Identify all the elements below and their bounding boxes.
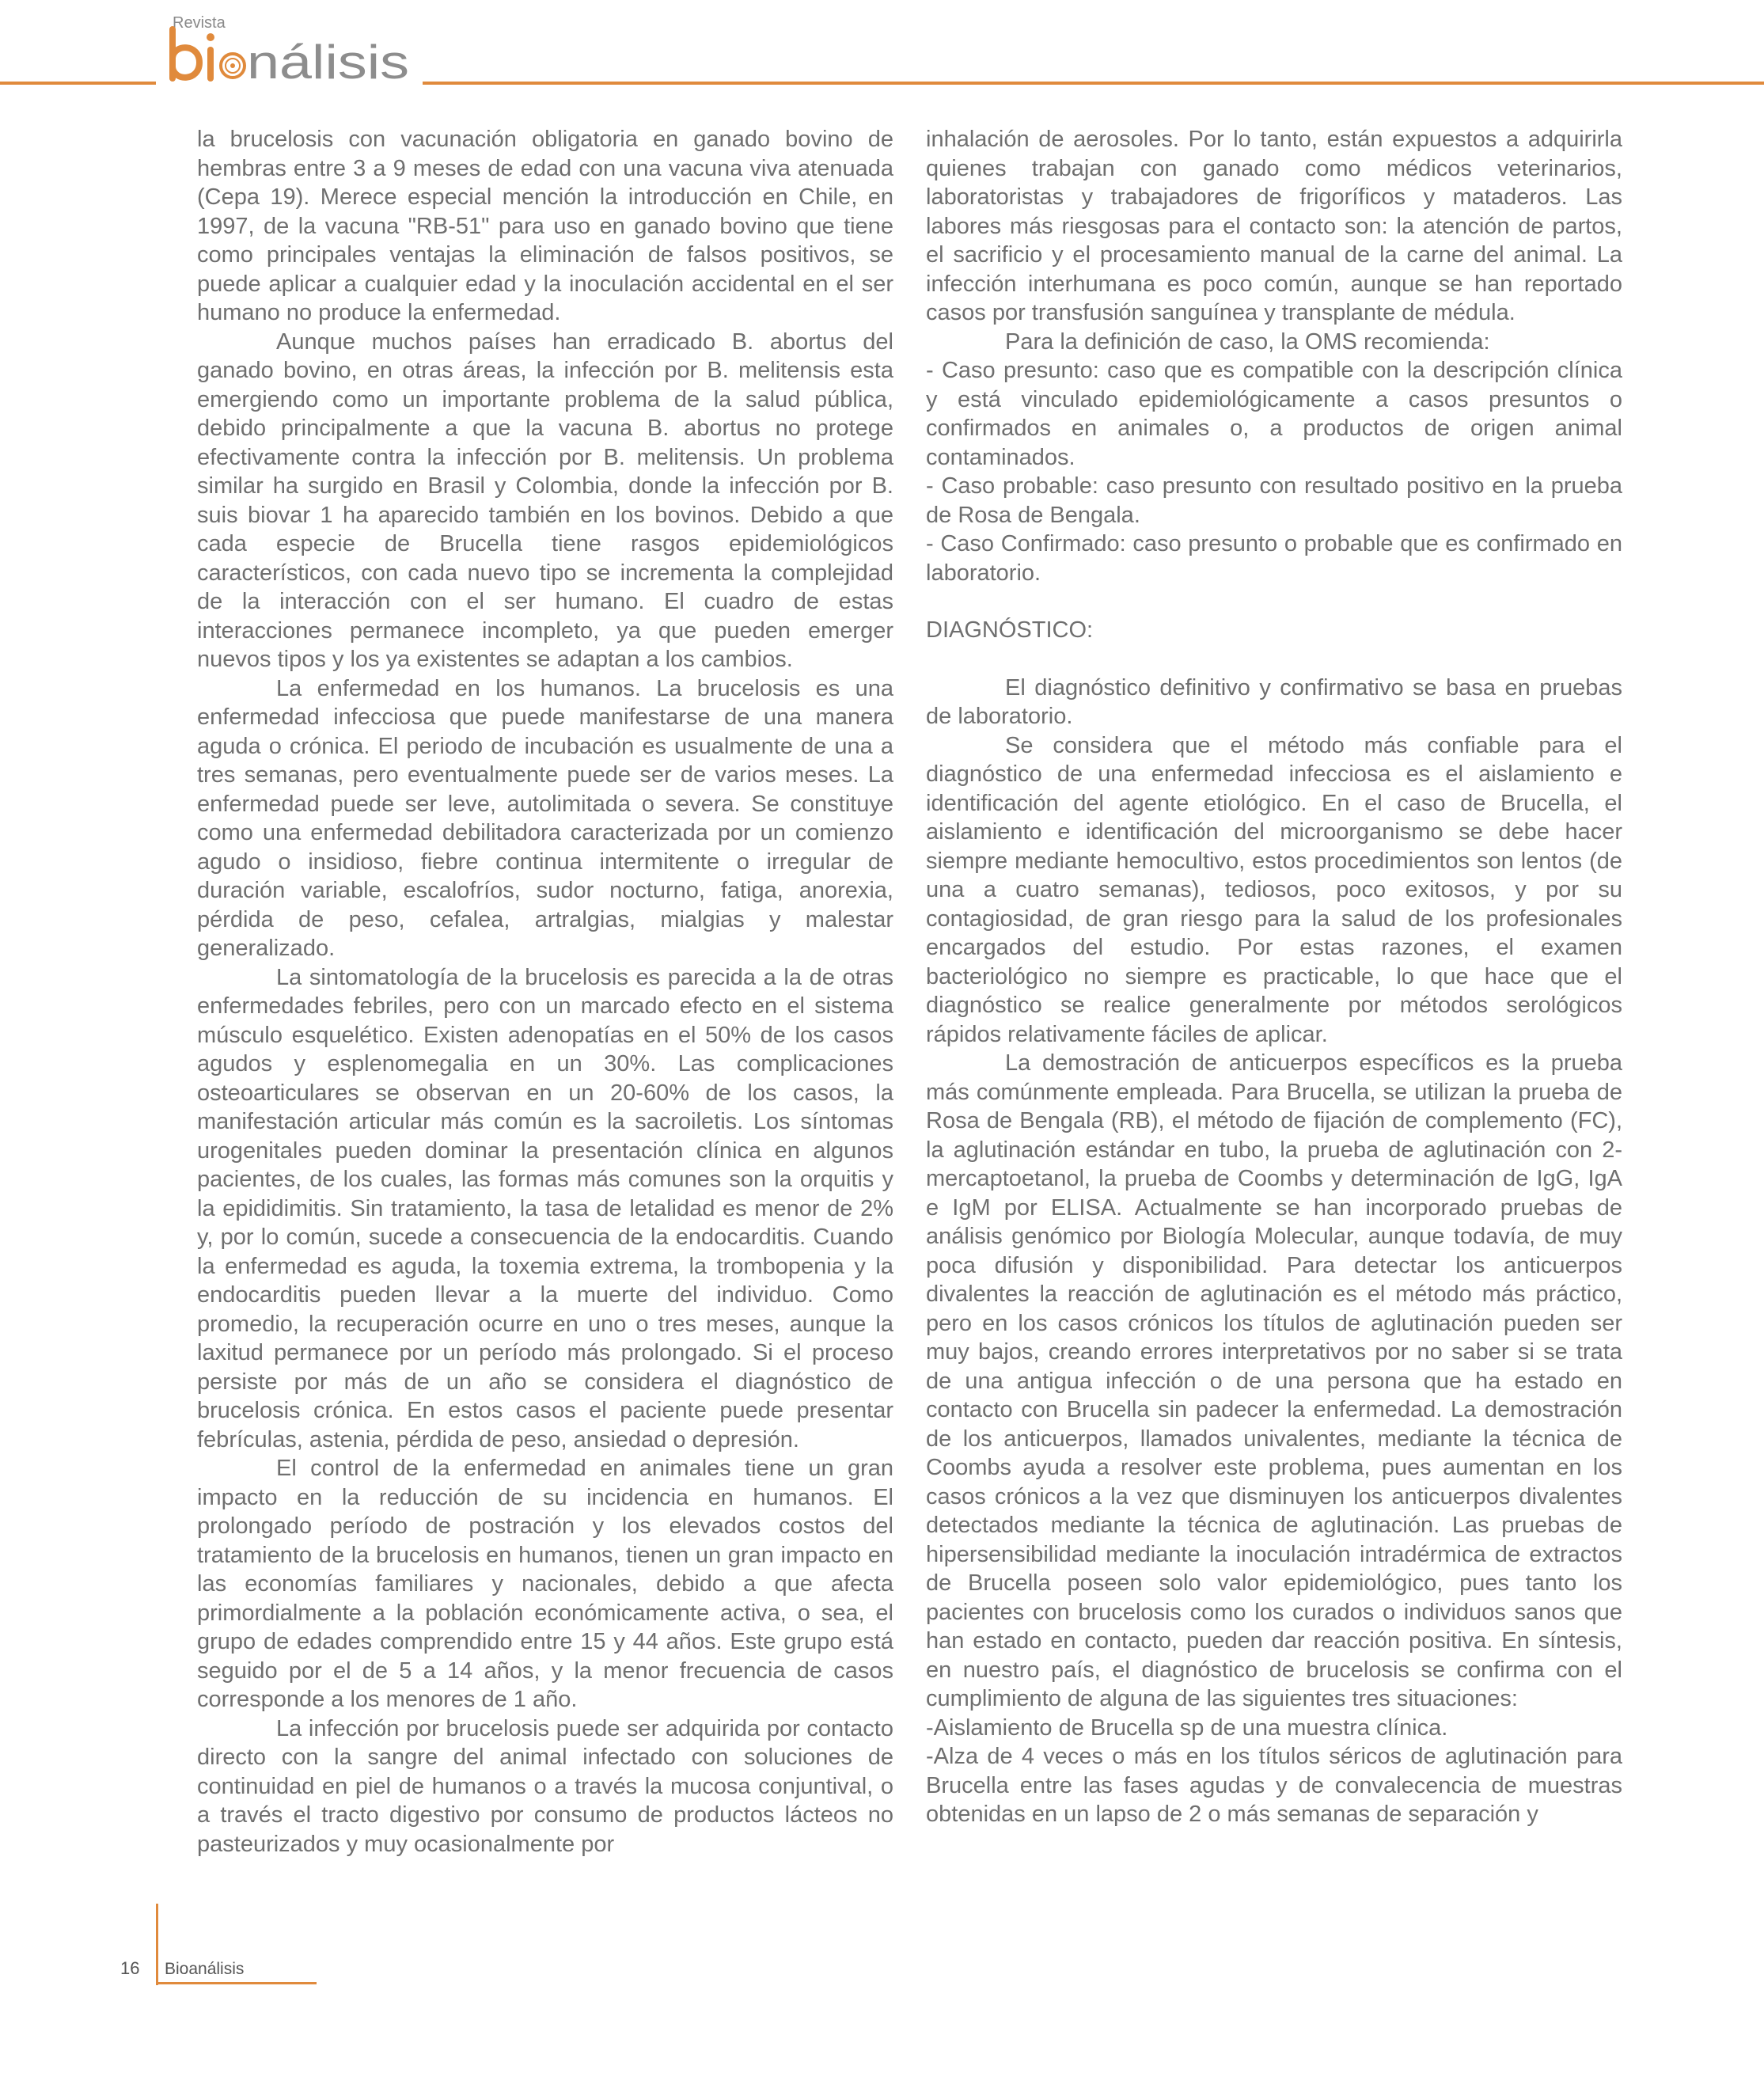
page-number: 16 bbox=[120, 1958, 140, 1978]
section-heading: DIAGNÓSTICO: bbox=[926, 617, 1094, 643]
paragraph: El diagnóstico definitivo y confirmativo se basa en pruebas de laboratorio. bbox=[926, 674, 1622, 729]
list-item: -Aislamiento de Brucella sp de una muestra clínica. bbox=[926, 1714, 1448, 1741]
list-item: - Caso probable: caso presunto con resultado positivo en la prueba de Rosa de Bengala. bbox=[926, 473, 1622, 528]
paragraph: la brucelosis con vacunación obligatoria en ganado bovino de hembras entre 3 a 9 meses de edad con una vacuna viva atenuada (Cepa 19). Merece especial mención la introducción en Chile, en 1997, de la vacuna "RB-51" para uso en ganado bovino que tiene como principales ventajas la eliminación de falsos positivos, se puede aplicar a cualquier edad y la inoculación accidental en el ser humano no produce la enfermedad. bbox=[197, 127, 893, 325]
article-column-left bbox=[197, 125, 893, 1859]
globe-icon bbox=[221, 54, 245, 78]
paragraph: La demostración de anticuerpos específicos es la prueba más comúnmente empleada. Para Brucella, se utilizan la prueba de Rosa de Bengala (RB), el método de fijación de complemento (FC), la aglutinación estándar en tubo, la prueba de aglutinación con 2-mercaptoetanol, la prueba de Coombs y determinación de IgG, IgA e IgM por ELISA. Actualmente se han incorporado pruebas de análisis genómico por Biología Molecular, aunque todavía, de muy poca difusión y disponibilidad. Para detectar los anticuerpos divalentes la reacción de aglutinación es el método más práctico, pero en los casos crónicos los títulos de aglutinación pueden ser muy bajos, creando errores interpretativos por no saber si se trata de una antigua infección o de una persona que ha estado en contacto con Brucella sin padecer la enfermedad. La demostración de los anticuerpos, llamados univalentes, mediante la técnica de Coombs ayuda a resolver este problema, pues aumentan en los casos crónicos a la vez que disminuyen los anticuerpos divalentes detectados mediante la técnica de aglutinación. Las pruebas de hipersensibilidad mediante la inoculación intradérmica de extractos de Brucella poseen solo valor epidemiológico, pues tanto los pacientes con brucelosis como los curados o individuos sanos que han estado en contacto, pueden dar reacción positiva. En síntesis, en nuestro país, el diagnóstico de brucelosis se confirma con el cumplimiento de alguna de las siguientes tres situaciones: bbox=[926, 1050, 1622, 1711]
list-item: - Caso Confirmado: caso presunto o probable que es confirmado en laboratorio. bbox=[926, 531, 1622, 586]
paragraph: La enfermedad en los humanos. La brucelosis es una enfermedad infecciosa que puede manifestarse de una manera aguda o crónica. El periodo de incubación es usualmente de una a tres semanas, pero eventualmente puede ser de varios meses. La enfermedad puede ser leve, autolimitada o severa. Se constituye como una enfermedad debilitadora caracterizada por un comienzo agudo o insidioso, fiebre continua intermitente o irregular de duración variable, escalofríos, sudor nocturno, fatiga, anorexia, pérdida de peso, cefalea, artralgias, mialgias y malestar generalizado. bbox=[197, 675, 893, 961]
footer-rule-vertical bbox=[156, 1904, 158, 1985]
header-rule-right bbox=[423, 82, 1764, 85]
paragraph: Se considera que el método más confiable para el diagnóstico de una enfermedad infecciosa es el aislamiento e identificación del agente etiológico. En el caso de Brucella, el aislamiento e identificación del microorganismo se debe hacer siempre mediante hemocultivo, estos procedimientos son lentos (de una a cuatro semanas), tediosos, poco exitosos, y por su contagiosidad, de gran riesgo para la salud de los profesionales encargados del estudio. Por estas razones, el examen bacteriológico no siempre es practicable, lo que hace que el diagnóstico se realice generalmente por métodos serológicos rápidos relativamente fáciles de aplicar. bbox=[926, 732, 1622, 1047]
svg-text:nálisis: nálisis bbox=[247, 36, 409, 89]
list-item: - Caso presunto: caso que es compatible con la descripción clínica y está vinculado epidemiológicamente a casos presuntos o confirmados en animales o, a productos de origen animal contaminados. bbox=[926, 358, 1622, 470]
paragraph: Para la definición de caso, la OMS recomienda: bbox=[1005, 328, 1490, 355]
header-rule-left bbox=[0, 82, 156, 85]
paragraph: La sintomatología de la brucelosis es parecida a la de otras enfermedades febriles, pero con un marcado efecto en el sistema músculo esquelético. Existen adenopatías en el 50% de los casos agudos y esplenomegalia en un 30%. Las complicaciones osteoarticulares se observan en un 20-60% de los casos, la manifestación articular más común es la sacroiletis. Los síntomas urogenitales pueden dominar la presentación clínica en algunos pacientes, de los cuales, las formas más comunes son la orquitis y la epididimitis. Sin tratamiento, la tasa de letalidad es menor de 2% y, por lo común, sucede a consecuencia de la endocarditis. Cuando la enfermedad es aguda, la toxemia extrema, la trombopenia y la endocarditis pueden llevar a la muerte del individuo. Como promedio, la recuperación ocurre en uno o tres meses, aunque la laxitud permanece por un período más prolongado. Si el proceso persiste por más de un año se considera el diagnóstico de brucelosis crónica. En estos casos el paciente puede presentar febrículas, astenia, pérdida de peso, ansiedad o depresión. bbox=[197, 964, 893, 1452]
paragraph: inhalación de aerosoles. Por lo tanto, están expuestos a adquirirla quienes trabajan con ganado como médicos veterinarios, laboratoristas y trabajadores de frigoríficos y mataderos. Las labores más riesgosas para el contacto son: la atención de partos, el sacrificio y el procesamiento manual de la carne del animal. La infección interhumana es poco común, aunque se han reportado casos por transfusión sanguínea y transplante de médula. bbox=[926, 127, 1622, 325]
page-header bbox=[0, 0, 1764, 95]
paragraph: Aunque muchos países han erradicado B. abortus del ganado bovino, en otras áreas, la infección por B. melitensis esta emergiendo como un importante problema de la salud pública, debido principalmente a que la vacuna B. abortus no protege efectivamente contra la infección por B. melitensis. Un problema similar ha surgido en Brasil y Colombia, donde la infección por B. suis biovar 1 ha aparecido también en los bovinos. Debido a que cada especie de Brucella tiene rasgos epidemiológicos característicos, con cada nuevo tipo se incrementa la complejidad de la interacción con el ser humano. El cuadro de estas interacciones permanece incompleto, ya que pueden emerger nuevos tipos y los ya existentes se adaptan a los cambios. bbox=[197, 328, 893, 672]
list-item: -Alza de 4 veces o más en los títulos séricos de aglutinación para Brucella entre las fases agudas y de convalecencia de muestras obtenidas en un lapso de 2 o más semanas de separación y bbox=[926, 1744, 1622, 1827]
footer-publication: Bioanálisis bbox=[165, 1960, 245, 1978]
paragraph: La infección por brucelosis puede ser adquirida por contacto directo con la sangre del animal infectado con soluciones de continuidad en piel de humanos o a través la mucosa conjuntival, o a través el tracto digestivo por consumo de productos lácteos no pasteurizados y muy ocasionalmente por bbox=[197, 1715, 893, 1857]
footer-rule-horizontal bbox=[156, 1982, 317, 1984]
masthead-kicker: Revista bbox=[173, 14, 226, 32]
article-column-right bbox=[926, 125, 1622, 1829]
bioanalisis-logo bbox=[168, 26, 413, 89]
paragraph: El control de la enfermedad en animales tiene un gran impacto en la reducción de su incidencia en humanos. El prolongado período de postración y los elevados costos del tratamiento de la brucelosis en humanos, tienen un gran impacto en las economías familiares y nacionales, debido a que afecta primordialmente a la población económicamente activa, o sea, el grupo de edades comprendido entre 15 y 44 años. Este grupo está seguido por el de 5 a 14 años, y la menor frecuencia de casos corresponde a los menores de 1 año. bbox=[197, 1456, 893, 1712]
